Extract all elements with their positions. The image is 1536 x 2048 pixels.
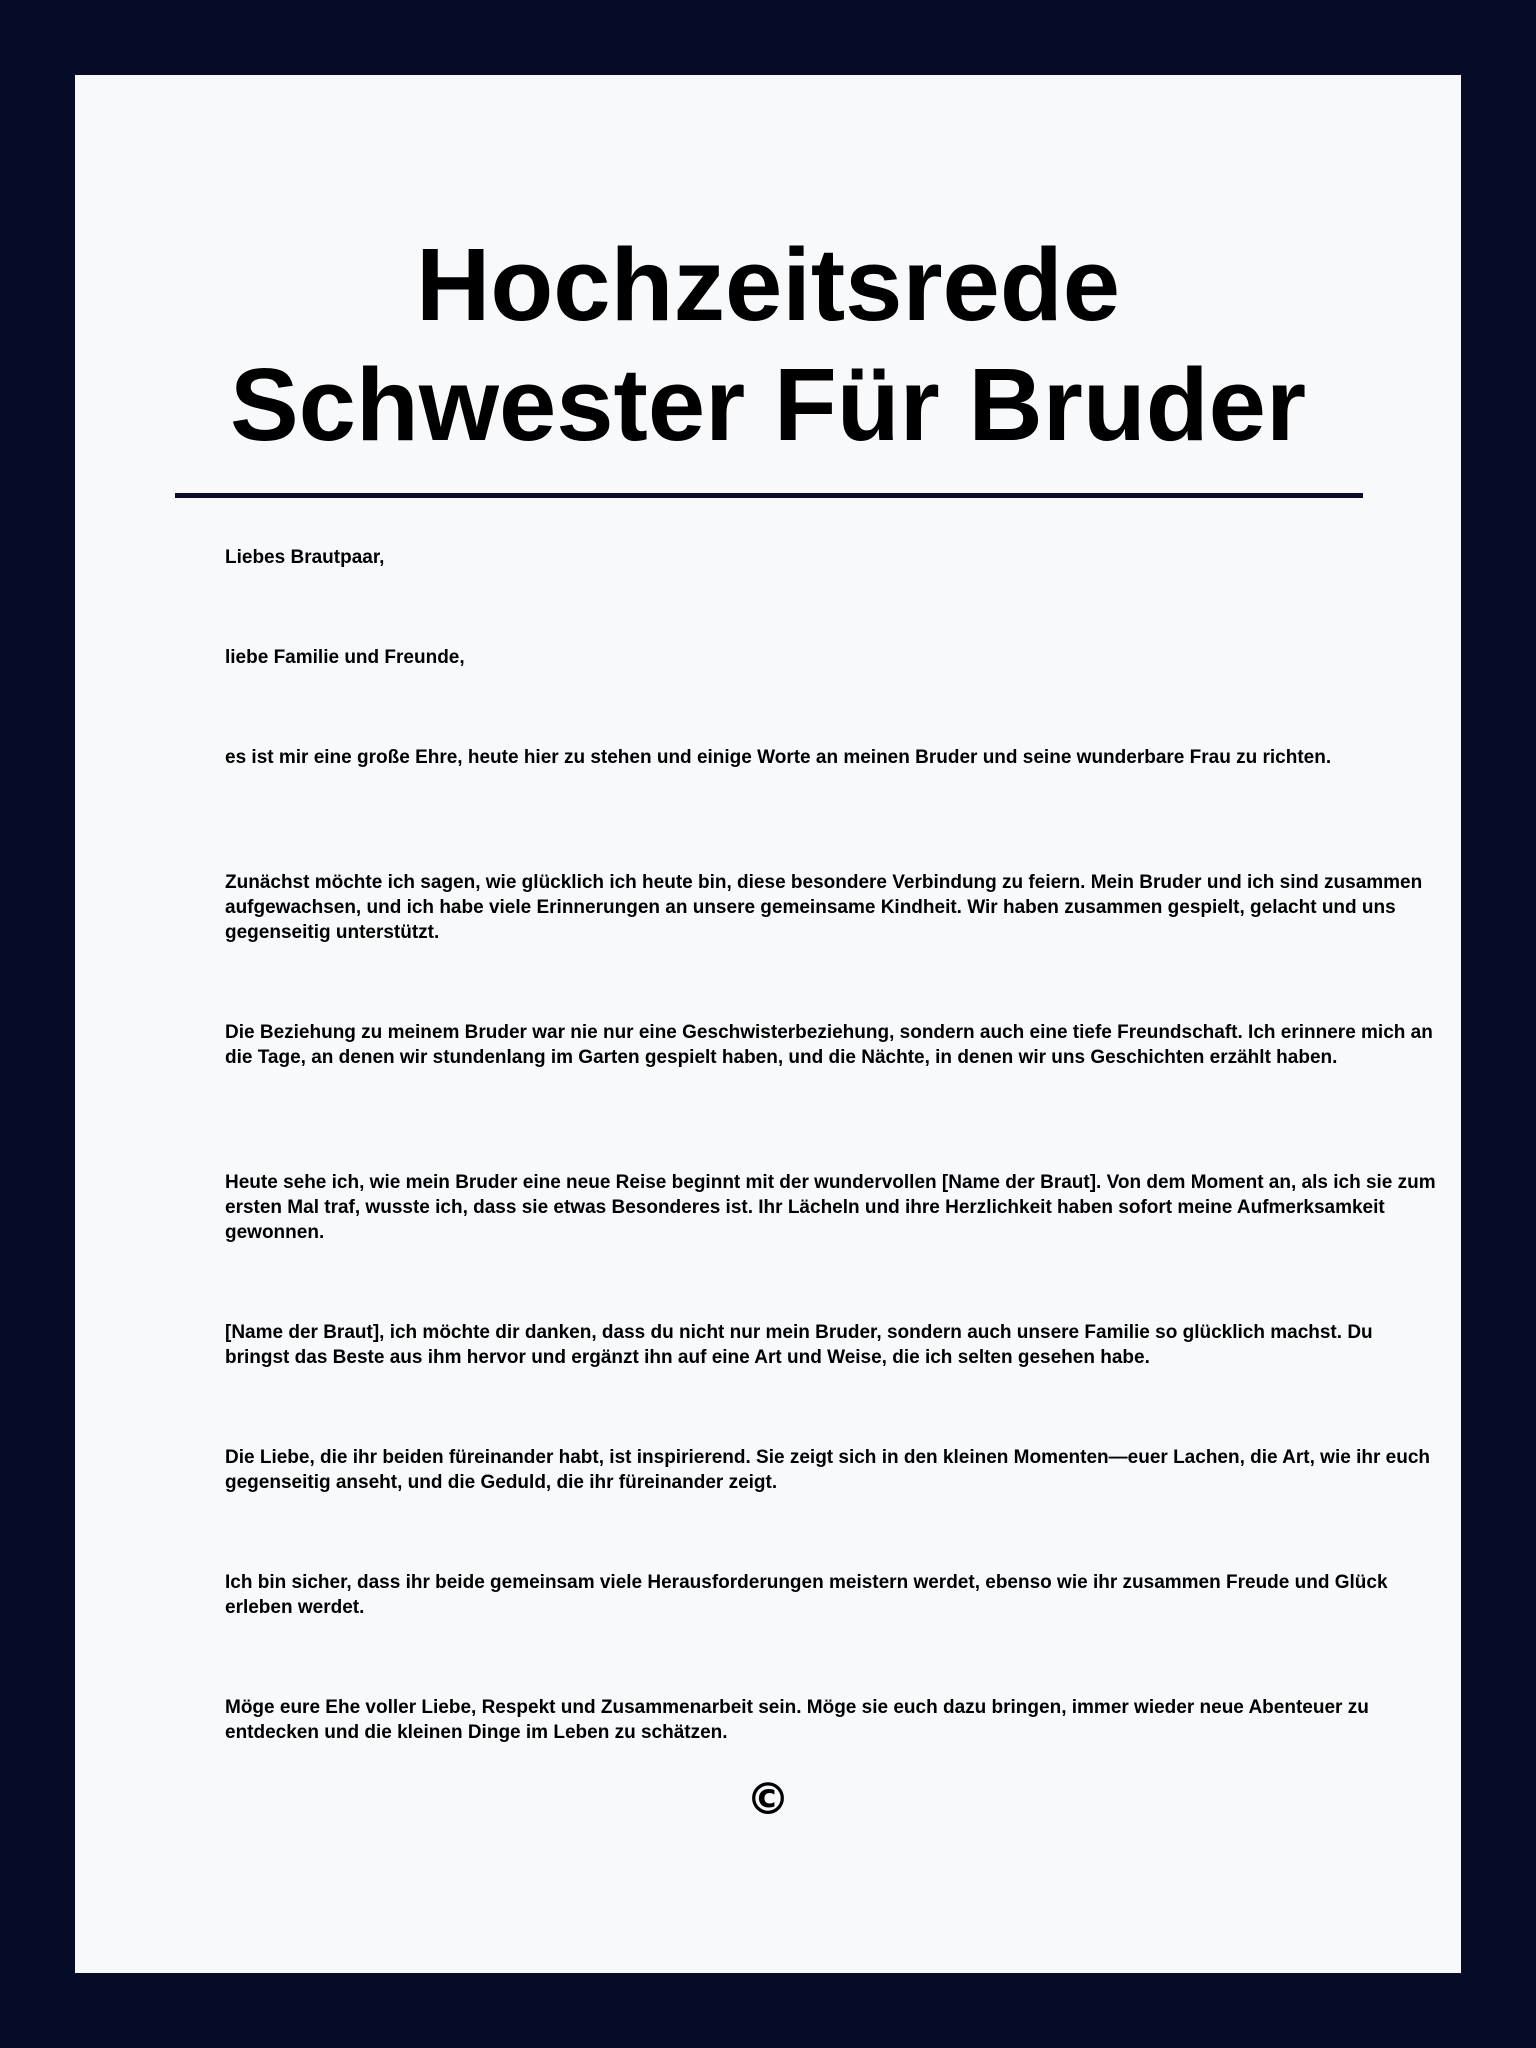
paragraph-new-journey: Heute sehe ich, wie mein Bruder eine neue Reise beginnt mit der wundervollen [Name der Braut]. Von dem Moment an, als ich sie zum ersten Mal traf, wusste ich, dass sie etwas Besonderes ist. Ihr Lächeln und ihre Herzlichkeit haben sofort meine Aufmerksamkeit gewonnen. (225, 1172, 1436, 1243)
paragraph-friendship: Die Beziehung zu meinem Bruder war nie nur eine Geschwisterbeziehung, sondern auch eine tiefe Freundschaft. Ich erinnere mich an die Tage, an denen wir stundenlang im Garten gespielt haben, und die Nächte, in denen wir uns Geschichten erzählt haben. (225, 1022, 1433, 1068)
paragraph-introduction: es ist mir eine große Ehre, heute hier zu stehen und einige Worte an meinen Bruder und seine wunderbare Frau zu richten. (225, 747, 1332, 768)
title-line-2: Schwester Für Bruder (229, 347, 1307, 462)
copyright-icon: © (746, 1774, 790, 1825)
document-page (75, 75, 1461, 1973)
paragraph-salutation: Liebes Brautpaar, (225, 547, 385, 568)
title-line-1: Hochzeitsrede (415, 227, 1121, 342)
paragraph-childhood: Zunächst möchte ich sagen, wie glücklich ich heute bin, diese besondere Verbindung zu feiern. Mein Bruder und ich sind zusammen aufgewachsen, und ich habe viele Erinnerungen an unsere gemeinsame Kindheit. Wir haben zusammen gespielt, gelacht und uns gegenseitig unterstützt. (225, 872, 1423, 943)
paragraph-challenges: Ich bin sicher, dass ihr beide gemeinsam viele Herausforderungen meistern werdet, ebenso wie ihr zusammen Freude und Glück erleben werdet. (225, 1572, 1388, 1618)
title-divider (175, 493, 1363, 498)
page-title (75, 225, 1461, 465)
paragraph-love: Die Liebe, die ihr beiden füreinander habt, ist inspirierend. Sie zeigt sich in den kleinen Momenten—euer Lachen, die Art, wie ihr euch gegenseitig anseht, und die Geduld, die ihr füreinander zeigt. (225, 1447, 1430, 1493)
paragraph-greeting: liebe Familie und Freunde, (225, 647, 465, 668)
paragraph-wishes: Möge eure Ehe voller Liebe, Respekt und Zusammenarbeit sein. Möge sie euch dazu bringen, immer wieder neue Abenteuer zu entdecken und die kleinen Dinge im Leben zu schätzen. (225, 1697, 1369, 1743)
paragraph-thanks-bride: [Name der Braut], ich möchte dir danken, dass du nicht nur mein Bruder, sondern auch unsere Familie so glücklich machst. Du bringst das Beste aus ihm hervor und ergänzt ihn auf eine Art und Weise, die ich selten gesehen habe. (225, 1322, 1373, 1368)
